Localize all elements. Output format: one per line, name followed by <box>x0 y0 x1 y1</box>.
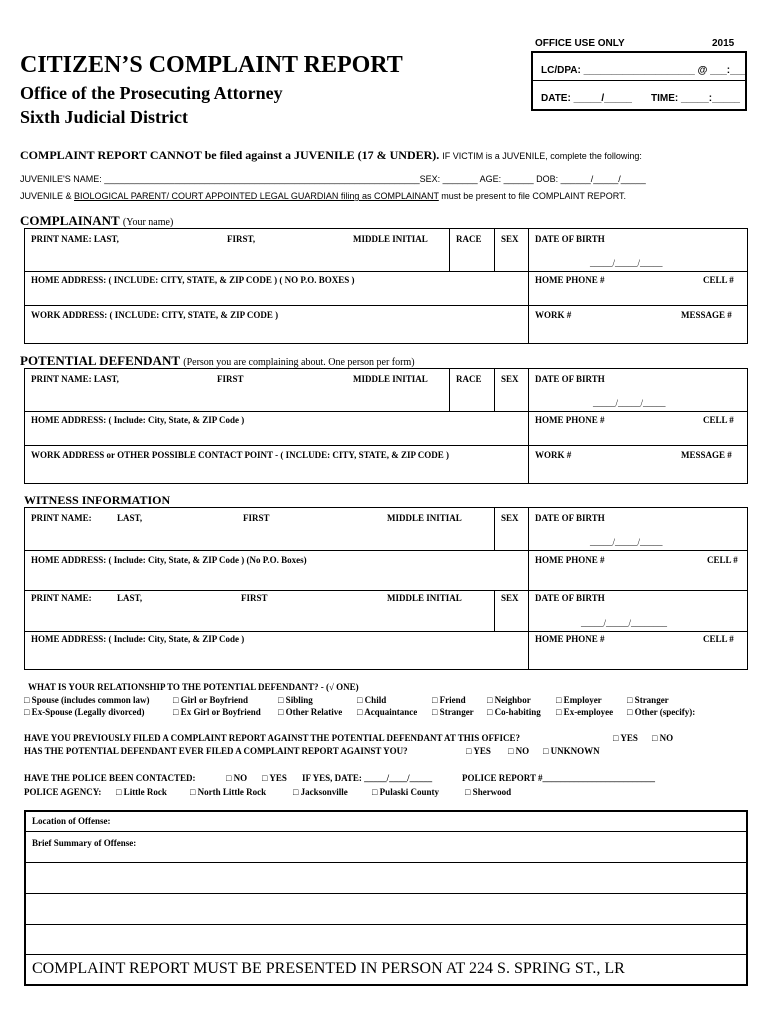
witness1-home-phone-label[interactable]: HOME PHONE # <box>535 555 605 565</box>
witness2-last-label[interactable]: LAST, <box>117 593 143 603</box>
defendant-message-label[interactable]: MESSAGE # <box>681 450 732 460</box>
witness1-middle-label[interactable]: MIDDLE INITIAL <box>387 513 462 523</box>
complainant-race-label[interactable]: RACE <box>456 234 482 244</box>
complainant-home-phone-label[interactable]: HOME PHONE # <box>535 275 605 285</box>
witness-table <box>24 507 748 670</box>
complainant-work-label[interactable]: WORK ADDRESS: ( INCLUDE: CITY, STATE, & ZIP CODE ) <box>31 310 279 320</box>
witness1-cell-label[interactable]: CELL # <box>707 555 738 565</box>
police-no-checkbox[interactable]: □ NO <box>226 773 248 783</box>
previous-q2: HAS THE POTENTIAL DEFENDANT EVER FILED A COMPLAINT REPORT AGAINST YOU? <box>24 746 408 756</box>
rel-neighbor-checkbox[interactable]: □ Neighbor <box>487 695 531 705</box>
defendant-dob-label[interactable]: DATE OF BIRTH <box>535 374 605 384</box>
defendant-work-label[interactable]: WORK ADDRESS or OTHER POSSIBLE CONTACT POINT - ( INCLUDE: CITY, STATE, & ZIP CODE ) <box>31 450 449 460</box>
juvenile-warning-line <box>20 148 642 163</box>
agency-sherwood[interactable]: □ Sherwood <box>465 787 512 797</box>
witness2-cell-label[interactable]: CELL # <box>703 634 734 644</box>
complainant-dob-blank[interactable]: _____/_____/_____ <box>590 258 663 268</box>
rel-employer-checkbox[interactable]: □ Employer <box>556 695 602 705</box>
defendant-heading: POTENTIAL DEFENDANT <box>20 353 180 368</box>
complainant-home-label[interactable]: HOME ADDRESS: ( INCLUDE: CITY, STATE, & ZIP CODE ) ( NO P.O. BOXES ) <box>31 275 355 285</box>
defendant-home-phone-label[interactable]: HOME PHONE # <box>535 415 605 425</box>
parent-prefix: JUVENILE & <box>20 191 75 201</box>
police-date-field[interactable]: IF YES, DATE: _____/____/_____ <box>302 773 433 783</box>
defendant-work-phone-label[interactable]: WORK # <box>535 450 572 460</box>
witness1-home-label[interactable]: HOME ADDRESS: ( Include: City, State, & ZIP Code ) (No P.O. Boxes) <box>31 555 307 565</box>
complainant-sub: (Your name) <box>122 217 174 228</box>
previous-q1-no[interactable]: □ NO <box>652 733 674 743</box>
parent-suffix: must be present to file COMPLAINT REPORT. <box>438 191 627 201</box>
office-date-field[interactable]: DATE: _____/_____ <box>541 93 632 104</box>
complainant-table <box>24 228 748 344</box>
agency-north-little-rock[interactable]: □ North Little Rock <box>190 787 267 797</box>
lcdpa-field[interactable]: LC/DPA: ____________________ @ ___:___ <box>541 65 747 76</box>
offense-location-field[interactable]: Location of Offense: <box>32 816 111 826</box>
footer-notice: COMPLAINT REPORT MUST BE PRESENTED IN PERSON AT 224 S. SPRING ST., LR <box>32 960 625 977</box>
witness2-print-name-label[interactable]: PRINT NAME: <box>31 593 92 603</box>
previous-q2-yes[interactable]: □ YES <box>466 746 491 756</box>
office-time-field[interactable]: TIME: _____:_____ <box>651 93 740 104</box>
defendant-heading-line <box>20 353 415 369</box>
witness1-first-label[interactable]: FIRST <box>243 513 270 523</box>
rel-girl-boyfriend-checkbox[interactable]: □ Girl or Boyfriend <box>173 695 249 705</box>
juvenile-parent-note <box>20 191 626 201</box>
rel-child-checkbox[interactable]: □ Child <box>357 695 387 705</box>
rel-stranger2-checkbox[interactable]: □ Stranger <box>432 707 474 717</box>
witness2-sex-label[interactable]: SEX <box>501 593 519 603</box>
office-name: Office of the Prosecuting Attorney <box>20 83 283 103</box>
rel-other-relative-checkbox[interactable]: □ Other Relative <box>278 707 343 717</box>
police-yes-checkbox[interactable]: □ YES <box>262 773 287 783</box>
juvenile-name-field[interactable]: JUVENILE'S NAME: _______________________________________________________________SEX: _______ AGE: ______ DOB: ______/_____/_____ <box>20 174 646 184</box>
rel-other-specify-checkbox[interactable]: □ Other (specify): <box>627 707 696 717</box>
offense-box <box>24 810 748 986</box>
rel-sibling-checkbox[interactable]: □ Sibling <box>278 695 313 705</box>
rel-ex-girl-boyfriend-checkbox[interactable]: □ Ex Girl or Boyfriend <box>173 707 261 717</box>
agency-jacksonville[interactable]: □ Jacksonville <box>293 787 348 797</box>
defendant-first-label[interactable]: FIRST <box>217 374 244 384</box>
police-contacted-label: HAVE THE POLICE BEEN CONTACTED: <box>24 773 196 783</box>
agency-pulaski-county[interactable]: □ Pulaski County <box>372 787 439 797</box>
witness2-first-label[interactable]: FIRST <box>241 593 268 603</box>
witness1-last-label[interactable]: LAST, <box>117 513 143 523</box>
complainant-message-label[interactable]: MESSAGE # <box>681 310 732 320</box>
witness2-dob-label[interactable]: DATE OF BIRTH <box>535 593 605 603</box>
defendant-dob-blank[interactable]: _____/_____/_____ <box>593 398 666 408</box>
rel-ex-employee-checkbox[interactable]: □ Ex-employee <box>556 707 614 717</box>
defendant-home-label[interactable]: HOME ADDRESS: ( Include: City, State, & ZIP Code ) <box>31 415 245 425</box>
witness2-dob-blank[interactable]: _____/_____/________ <box>581 618 668 628</box>
witness1-dob-label[interactable]: DATE OF BIRTH <box>535 513 605 523</box>
office-use-box <box>531 51 747 111</box>
previous-q1-yes[interactable]: □ YES <box>613 733 638 743</box>
previous-q1: HAVE YOU PREVIOUSLY FILED A COMPLAINT REPORT AGAINST THE POTENTIAL DEFENDANT AT THIS OFFICE? <box>24 733 521 743</box>
relationship-question: WHAT IS YOUR RELATIONSHIP TO THE POTENTIAL DEFENDANT? - (√ ONE) <box>28 682 359 692</box>
witness-heading: WITNESS INFORMATION <box>24 493 171 507</box>
previous-q2-no[interactable]: □ NO <box>508 746 530 756</box>
defendant-sex-label[interactable]: SEX <box>501 374 519 384</box>
police-agency-label: POLICE AGENCY: <box>24 787 102 797</box>
complainant-work-phone-label[interactable]: WORK # <box>535 310 572 320</box>
rel-stranger-checkbox[interactable]: □ Stranger <box>627 695 669 705</box>
offense-summary-field[interactable]: Brief Summary of Offense: <box>32 838 137 848</box>
rel-spouse-checkbox[interactable]: □ Spouse (includes common law) <box>24 695 150 705</box>
juvenile-note: IF VICTIM is a JUVENILE, complete the following: <box>442 151 642 161</box>
witness2-middle-label[interactable]: MIDDLE INITIAL <box>387 593 462 603</box>
complainant-dob-label[interactable]: DATE OF BIRTH <box>535 234 605 244</box>
rel-friend-checkbox[interactable]: □ Friend <box>432 695 466 705</box>
complainant-sex-label[interactable]: SEX <box>501 234 519 244</box>
defendant-race-label[interactable]: RACE <box>456 374 482 384</box>
witness1-print-name-label[interactable]: PRINT NAME: <box>31 513 92 523</box>
agency-little-rock[interactable]: □ Little Rock <box>116 787 167 797</box>
defendant-last-label[interactable]: PRINT NAME: LAST, <box>31 374 119 384</box>
office-year: 2015 <box>712 38 735 49</box>
complainant-middle-label[interactable]: MIDDLE INITIAL <box>353 234 428 244</box>
witness2-home-label[interactable]: HOME ADDRESS: ( Include: City, State, & ZIP Code ) <box>31 634 245 644</box>
previous-q2-unknown[interactable]: □ UNKNOWN <box>543 746 600 756</box>
complainant-heading-line <box>20 213 173 229</box>
page-title: CITIZEN’S COMPLAINT REPORT <box>20 52 403 78</box>
rel-acquaintance-checkbox[interactable]: □ Acquaintance <box>357 707 418 717</box>
complainant-last-label[interactable]: PRINT NAME: LAST, <box>31 234 119 244</box>
complainant-cell-label[interactable]: CELL # <box>703 275 734 285</box>
defendant-middle-label[interactable]: MIDDLE INITIAL <box>353 374 428 384</box>
witness1-sex-label[interactable]: SEX <box>501 513 519 523</box>
district-name: Sixth Judicial District <box>20 107 189 127</box>
office-use-title: OFFICE USE ONLY <box>535 38 625 49</box>
complainant-heading: COMPLAINANT <box>20 213 120 228</box>
defendant-table <box>24 368 748 484</box>
complainant-first-label[interactable]: FIRST, <box>227 234 256 244</box>
witness2-home-phone-label[interactable]: HOME PHONE # <box>535 634 605 644</box>
rel-cohabiting-checkbox[interactable]: □ Co-habiting <box>487 707 541 717</box>
defendant-cell-label[interactable]: CELL # <box>703 415 734 425</box>
parent-underlined: BIOLOGICAL PARENT/ COURT APPOINTED LEGAL GUARDIAN filing as COMPLAINANT <box>74 191 439 201</box>
juvenile-warning: COMPLAINT REPORT CANNOT be filed against a JUVENILE (17 & UNDER). <box>20 148 440 162</box>
defendant-sub: (Person you are complaining about. One person per form) <box>183 357 415 368</box>
police-report-field[interactable]: POLICE REPORT #_________________________ <box>462 773 656 783</box>
witness1-dob-blank[interactable]: _____/_____/_____ <box>590 537 663 547</box>
rel-ex-spouse-checkbox[interactable]: □ Ex-Spouse (Legally divorced) <box>24 707 145 717</box>
